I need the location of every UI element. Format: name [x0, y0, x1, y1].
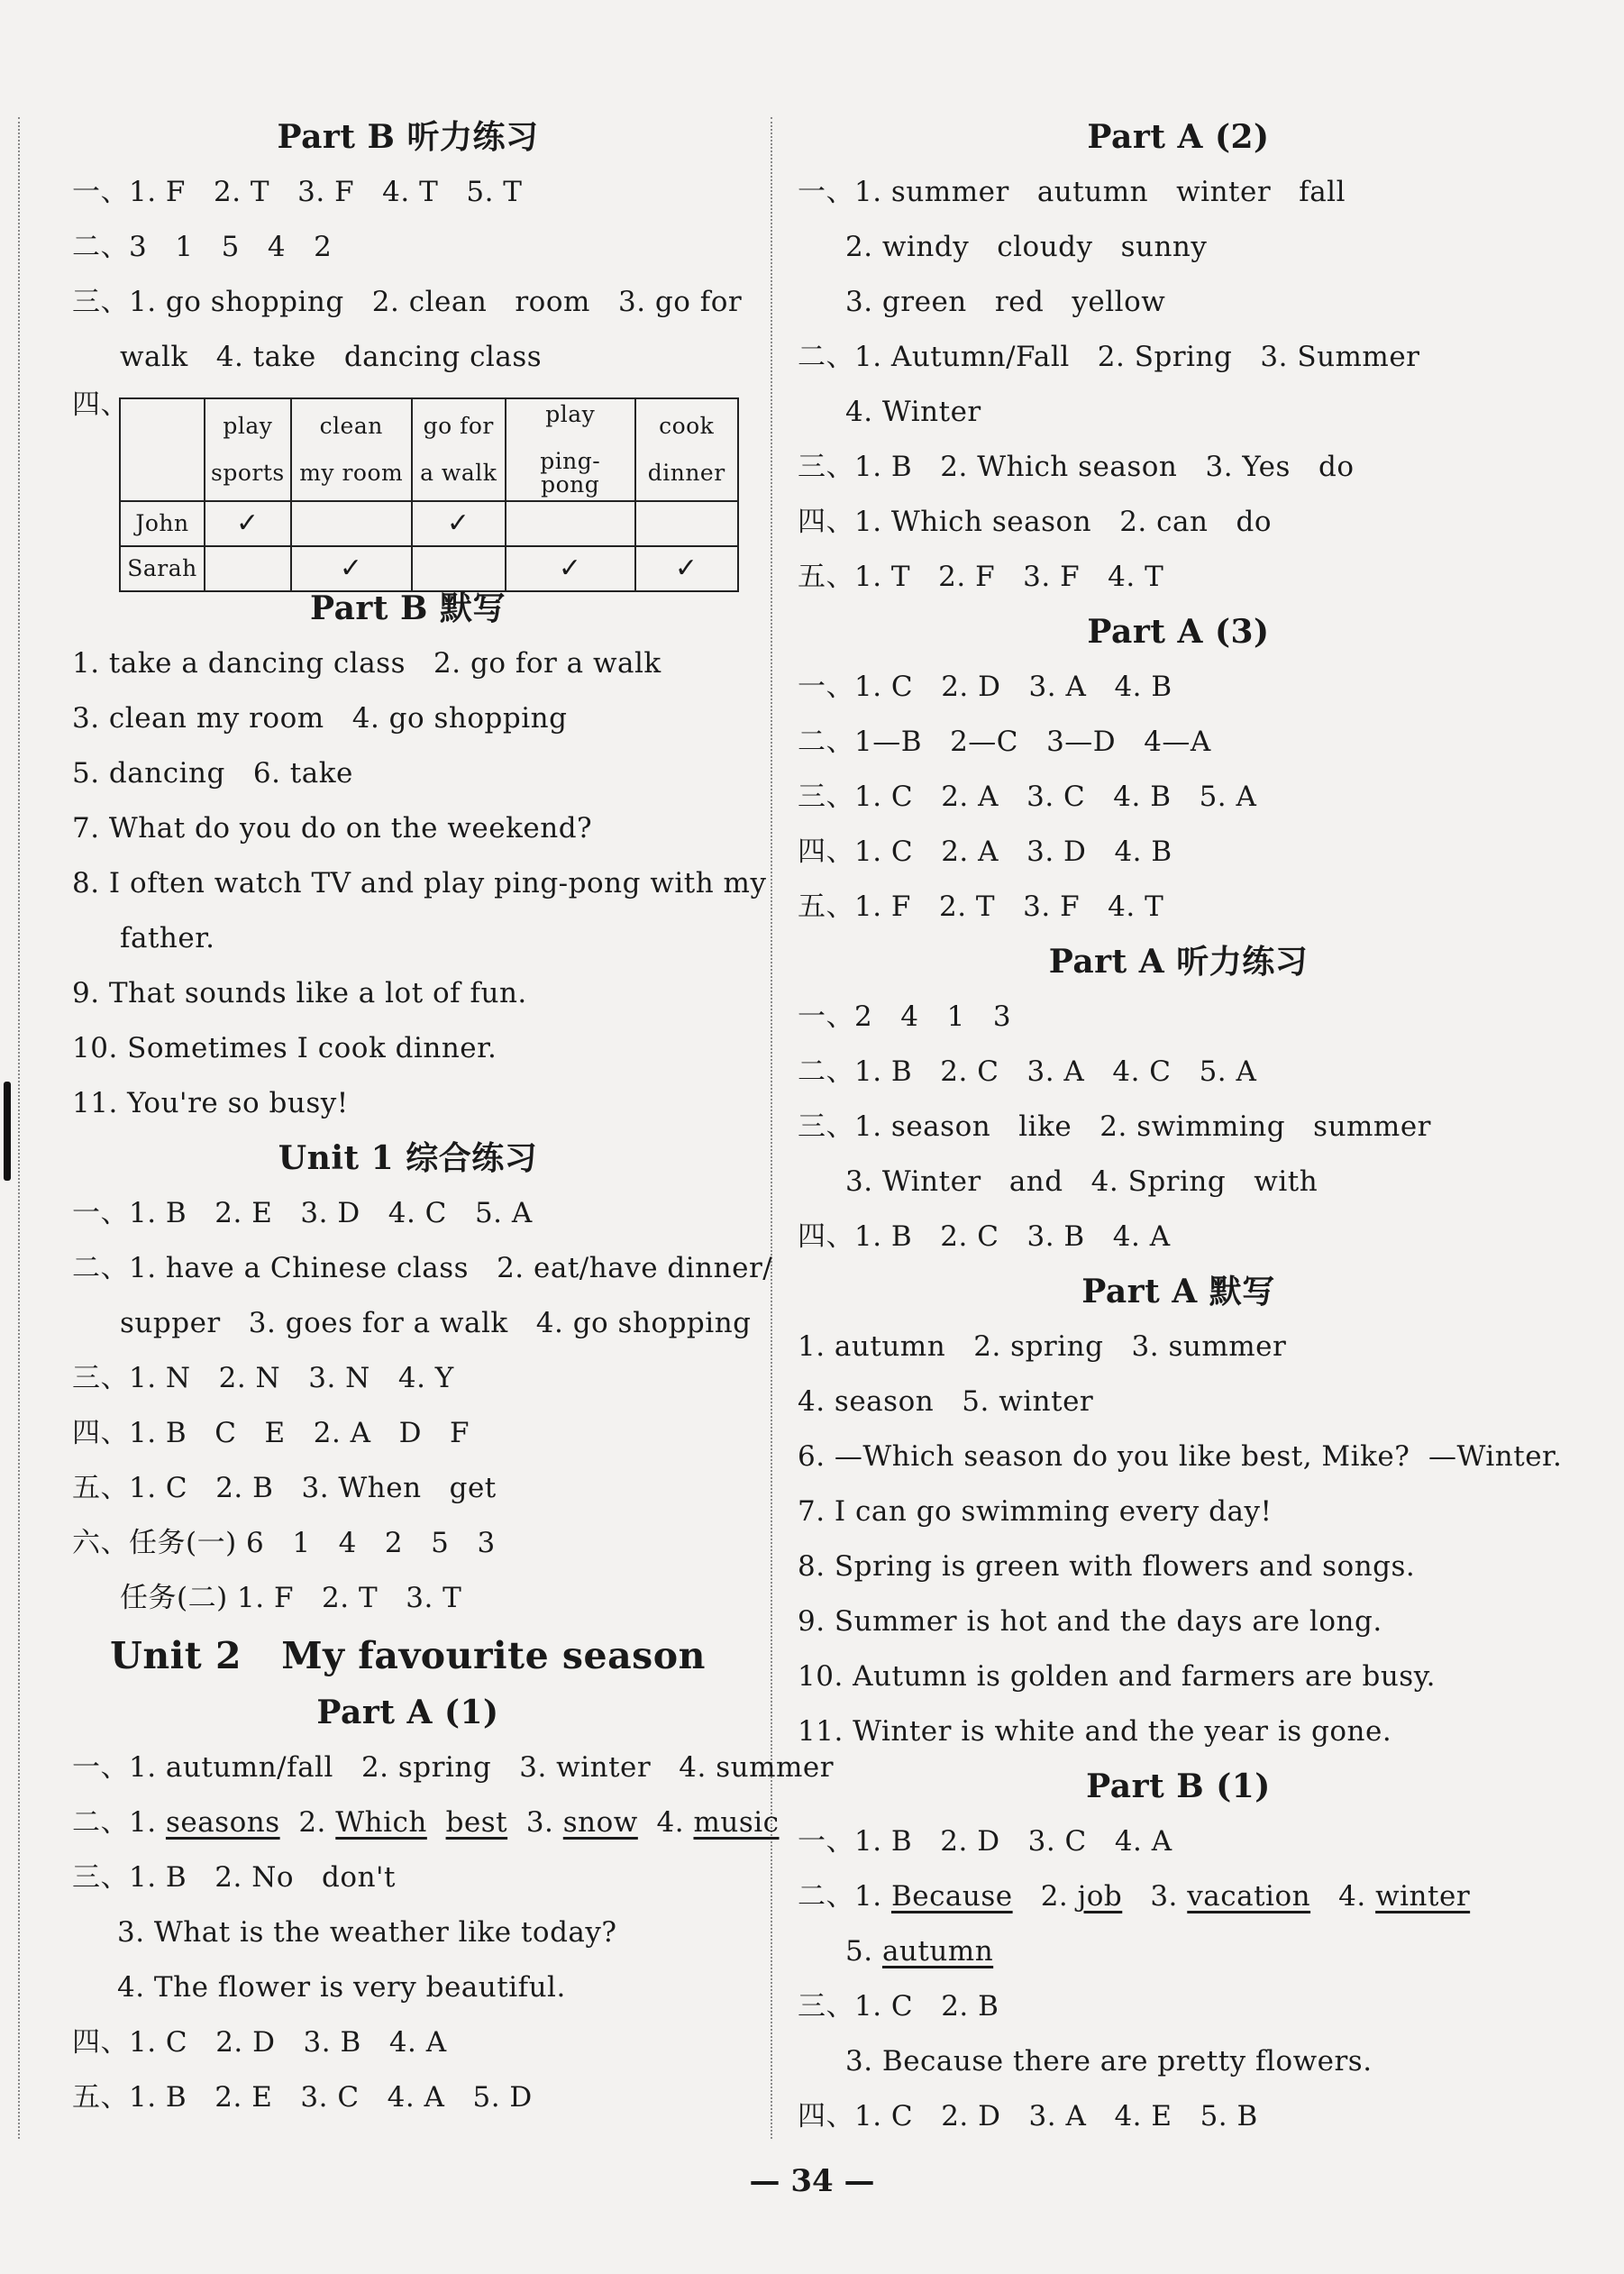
- answer-line: 9. That sounds like a lot of fun.: [72, 977, 527, 1009]
- answer-line: 10. Autumn is golden and farmers are busy.: [798, 1660, 1436, 1693]
- check-cell: [635, 501, 738, 546]
- answer-line: 3. What is the weather like today?: [117, 1916, 617, 1949]
- answer-line: 五、1. T 2. F 3. F 4. T: [798, 561, 1164, 593]
- section-title: Part A (2): [1087, 118, 1270, 156]
- answer-line: 三、1. go shopping 2. clean room 3. go for: [72, 286, 743, 318]
- answer-line: 三、1. B 2. No don't: [72, 1861, 397, 1894]
- table-corner-cell: [120, 398, 205, 501]
- answer-line: 二、3 1 5 4 2: [72, 231, 333, 263]
- answer-line: 三、1. N 2. N 3. N 4. Y: [72, 1362, 454, 1394]
- table-row: [120, 546, 738, 591]
- answer-line: 11. You're so busy!: [72, 1087, 349, 1119]
- page-number: — 34 —: [749, 2163, 875, 2199]
- answer-line: 4. season 5. winter: [798, 1385, 1094, 1418]
- answer-line: 五、1. B 2. E 3. C 4. A 5. D: [72, 2081, 533, 2114]
- check-cell: ✓: [291, 546, 412, 591]
- answer-line: 四、1. B C E 2. A D F: [72, 1417, 470, 1449]
- unit-title: Unit 2 My favourite season: [110, 1634, 706, 1677]
- answer-line: 2. windy cloudy sunny: [845, 231, 1208, 263]
- answer-line: 3. clean my room 4. go shopping: [72, 702, 568, 735]
- answer-line: 四、1. B 2. C 3. B 4. A: [798, 1220, 1171, 1253]
- answer-line: 1. autumn 2. spring 3. summer: [798, 1330, 1287, 1363]
- answer-line: 8. I often watch TV and play ping-pong with my: [72, 867, 767, 900]
- section-title: Part A (3): [1087, 613, 1270, 651]
- left-margin-line: [18, 117, 20, 2139]
- answer-line: 7. What do you do on the weekend?: [72, 812, 593, 845]
- check-cell: ✓: [635, 546, 738, 591]
- section-title: Unit 1 综合练习: [278, 1139, 538, 1177]
- answer-line: 三、1. C 2. B: [798, 1990, 999, 2023]
- answer-line: 三、1. C 2. A 3. C 4. B 5. A: [798, 781, 1257, 813]
- section-title: Part A 默写: [1081, 1273, 1275, 1311]
- answer-line: 四、1. C 2. D 3. B 4. A: [72, 2026, 447, 2059]
- check-cell: [205, 546, 291, 591]
- answer-line: 一、1. autumn/fall 2. spring 3. winter 4. summer: [72, 1751, 835, 1784]
- answer-line: 四、1. Which season 2. can do: [798, 506, 1273, 538]
- answer-line: 二、1. Autumn/Fall 2. Spring 3. Summer: [798, 341, 1420, 373]
- scan-mark: [4, 1082, 11, 1181]
- section-title: Part A 听力练习: [1048, 943, 1309, 981]
- section-title: Part A (1): [316, 1694, 499, 1731]
- answer-line: 一、2 4 1 3: [798, 1000, 1012, 1033]
- table-marker: 四、: [72, 388, 129, 421]
- answer-line: supper 3. goes for a walk 4. go shopping: [120, 1307, 752, 1339]
- answer-line: 7. I can go swimming every day!: [798, 1495, 1273, 1528]
- answer-line: 10. Sometimes I cook dinner.: [72, 1032, 497, 1064]
- answer-line: 一、1. summer autumn winter fall: [798, 176, 1346, 208]
- right-column: [798, 110, 1563, 2144]
- answer-line: 三、1. B 2. Which season 3. Yes do: [798, 451, 1355, 483]
- answer-line: 3. Winter and 4. Spring with: [845, 1165, 1318, 1198]
- answer-line: 1. take a dancing class 2. go for a walk: [72, 647, 661, 680]
- activity-table-block: [72, 385, 744, 584]
- answer-line: 五、1. F 2. T 3. F 4. T: [798, 890, 1164, 923]
- table-header-cell: go for a walk: [412, 398, 506, 501]
- answer-line: 5. autumn: [845, 1935, 994, 1968]
- answer-line: 任务(二) 1. F 2. T 3. T: [120, 1582, 462, 1614]
- answer-line: 四、1. C 2. A 3. D 4. B: [798, 836, 1172, 868]
- table-header-cell: cook dinner: [635, 398, 738, 501]
- answer-line: 4. The flower is very beautiful.: [117, 1971, 566, 2004]
- table-header-cell: play ping-pong: [506, 398, 635, 501]
- answer-line: 六、任务(一) 6 1 4 2 5 3: [72, 1527, 496, 1559]
- row-name: John: [120, 501, 205, 546]
- answer-line: 9. Summer is hot and the days are long.: [798, 1605, 1382, 1638]
- answer-line: 一、1. B 2. D 3. C 4. A: [798, 1825, 1172, 1858]
- section-title: Part B 听力练习: [277, 118, 539, 156]
- answer-line: 二、1. have a Chinese class 2. eat/have dinner/: [72, 1252, 773, 1284]
- check-cell: ✓: [412, 501, 506, 546]
- answer-line: 4. Winter: [845, 396, 981, 428]
- answer-line: 一、1. C 2. D 3. A 4. B: [798, 671, 1172, 703]
- answer-line: walk 4. take dancing class: [120, 341, 543, 373]
- answer-line: 二、1—B 2—C 3—D 4—A: [798, 726, 1211, 758]
- section-title: Part B 默写: [309, 589, 506, 627]
- row-name: Sarah: [120, 546, 205, 591]
- answer-line: 五、1. C 2. B 3. When get: [72, 1472, 497, 1504]
- table-header-cell: clean my room: [291, 398, 412, 501]
- answer-line: 二、1. Because 2. job 3. vacation 4. winter: [798, 1880, 1471, 1913]
- answer-line: 3. Because there are pretty flowers.: [845, 2045, 1373, 2078]
- check-cell: [291, 501, 412, 546]
- check-cell: ✓: [205, 501, 291, 546]
- check-cell: [506, 501, 635, 546]
- check-cell: ✓: [506, 546, 635, 591]
- table-row: [120, 501, 738, 546]
- table-header-row: [120, 398, 738, 501]
- answer-line: 一、1. B 2. E 3. D 4. C 5. A: [72, 1197, 533, 1229]
- left-column: [72, 110, 835, 2125]
- answer-line: 3. green red yellow: [845, 286, 1166, 318]
- check-cell: [412, 546, 506, 591]
- activity-table: [119, 397, 739, 592]
- section-title: Part B (1): [1086, 1767, 1271, 1805]
- answer-line: 三、1. season like 2. swimming summer: [798, 1110, 1431, 1143]
- answer-line: 5. dancing 6. take: [72, 757, 353, 790]
- answer-line: 二、1. B 2. C 3. A 4. C 5. A: [798, 1055, 1257, 1088]
- answer-line: 四、1. C 2. D 3. A 4. E 5. B: [798, 2100, 1258, 2132]
- answer-line: 8. Spring is green with flowers and songs.: [798, 1550, 1416, 1583]
- answer-line: 11. Winter is white and the year is gone.: [798, 1715, 1392, 1748]
- answer-line: 二、1. seasons 2. Which best 3. snow 4. music: [72, 1806, 780, 1839]
- table-header-cell: play sports: [205, 398, 291, 501]
- answer-line: 一、1. F 2. T 3. F 4. T 5. T: [72, 176, 523, 208]
- answer-line: 6. —Which season do you like best, Mike? —Winter.: [798, 1440, 1563, 1473]
- answer-line: father.: [120, 922, 215, 954]
